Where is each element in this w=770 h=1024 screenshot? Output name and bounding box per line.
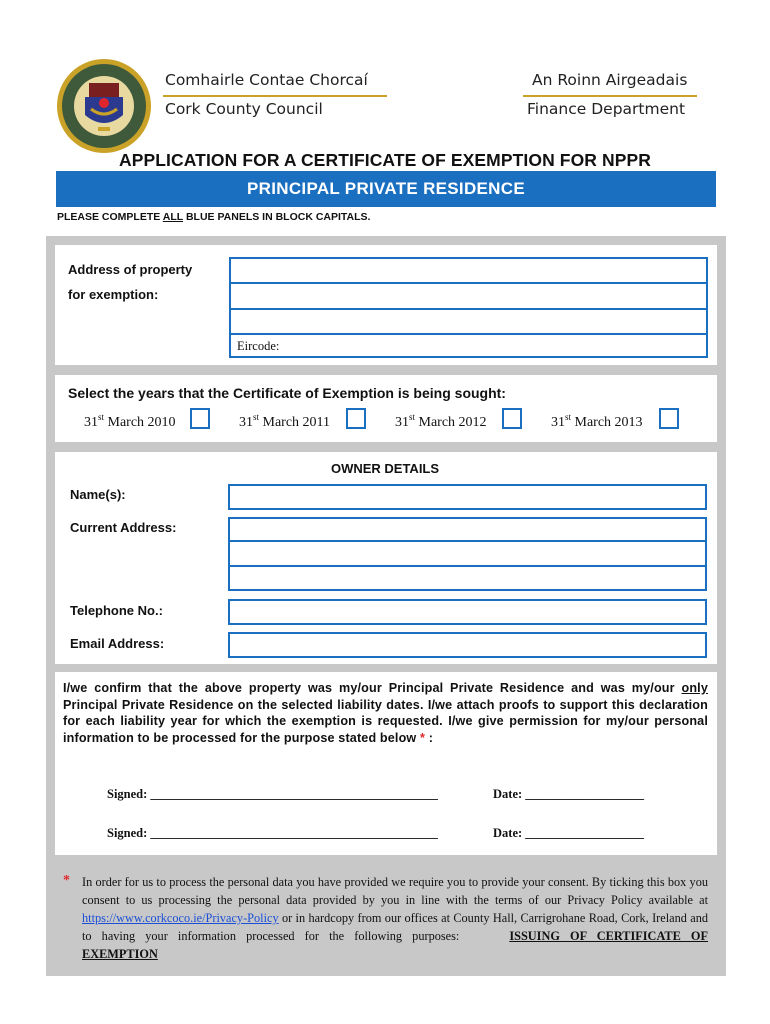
form-banner (56, 171, 716, 207)
header-divider-right (523, 95, 697, 97)
signature-line-1[interactable]: Signed: ______________________________________________ (107, 787, 438, 801)
year-2012-checkbox[interactable] (502, 408, 522, 429)
banner-text: PRINCIPAL PRIVATE RESIDENCE (247, 179, 525, 198)
telephone-label: Telephone No.: (70, 603, 163, 618)
years-heading: Select the years that the Certificate of Exemption is being sought: (68, 385, 506, 401)
eircode-input[interactable] (229, 335, 708, 358)
declaration-text: I/we confirm that the above property was my/our Principal Private Residence and was my/our only Principal Private Residence on the selected liability dates. I/we attach proofs to support this declaration for each liability year for which the exemption is requested. I/we give permission for my/our personal information to be processed for the purpose stated below * : (63, 681, 708, 745)
department-name-irish: An Roinn Airgeadais (532, 71, 688, 89)
consent-purpose: ISSUING OF CERTIFICATE OF EXEMPTION (82, 929, 708, 961)
current-address-label: Current Address: (70, 520, 177, 535)
date-line-1[interactable]: Date: ___________________ (493, 787, 645, 801)
consent-asterisk: * (63, 873, 70, 888)
instruction-suffix: BLUE PANELS IN BLOCK CAPITALS. (183, 211, 371, 223)
property-address-line2-input[interactable] (229, 284, 708, 310)
telephone-input[interactable] (228, 599, 707, 625)
year-option-2013-label: 31st March 2013 (551, 412, 643, 430)
year-option-2011-label: 31st March 2011 (239, 412, 331, 430)
declaration-asterisk: * (420, 730, 426, 745)
email-label: Email Address: (70, 636, 165, 651)
current-address-line3-input[interactable] (228, 567, 707, 591)
year-2011-checkbox[interactable] (346, 408, 366, 429)
property-address-label-line1: Address of property (68, 262, 193, 277)
year-2010-checkbox[interactable] (190, 408, 210, 429)
instruction-prefix: PLEASE COMPLETE (57, 211, 163, 223)
form-title: APPLICATION FOR A CERTIFICATE OF EXEMPTION FOR NPPR (118, 150, 652, 170)
form-instruction (57, 211, 370, 223)
property-address-line3-input[interactable] (229, 310, 708, 335)
privacy-policy-link[interactable]: https://www.corkcoco.ie/Privacy-Policy (82, 911, 279, 925)
council-name-english: Cork County Council (165, 100, 323, 118)
header-divider-left (163, 95, 387, 97)
owner-details-heading: OWNER DETAILS (330, 461, 440, 476)
signature-line-2[interactable]: Signed: ______________________________________________ (107, 826, 438, 840)
consent-text: In order for us to process the personal data you have provided we require you to provide your consent. By ticking this box you consent to us processing the personal data provided by you in line with the terms of our Privacy Policy available at https://www.corkcoco.ie/Privacy-Policy or in hardcopy from our offices at County Hall, Carrigrohane Road, Cork, Ireland and to having your information processed for the following purposes: ISSUING OF CERTIFICATE OF EXEMPTION (82, 875, 708, 961)
names-input[interactable] (228, 484, 707, 510)
date-line-2[interactable]: Date: ___________________ (493, 826, 645, 840)
year-option-2010-label: 31st March 2010 (84, 412, 176, 430)
current-address-line1-input[interactable] (228, 517, 707, 542)
year-option-2012-label: 31st March 2012 (395, 412, 487, 430)
eircode-label: Eircode: (237, 339, 280, 353)
year-2013-checkbox[interactable] (659, 408, 679, 429)
department-name-english: Finance Department (527, 100, 686, 118)
current-address-line2-input[interactable] (228, 542, 707, 567)
instruction-all: ALL (162, 211, 184, 223)
council-name-irish: Comhairle Contae Chorcaí (165, 71, 368, 89)
email-input[interactable] (228, 632, 707, 658)
council-seal-logo (55, 57, 153, 155)
property-address-label-line2: for exemption: (68, 287, 159, 302)
names-label: Name(s): (70, 487, 126, 502)
property-address-line1-input[interactable] (229, 257, 708, 284)
